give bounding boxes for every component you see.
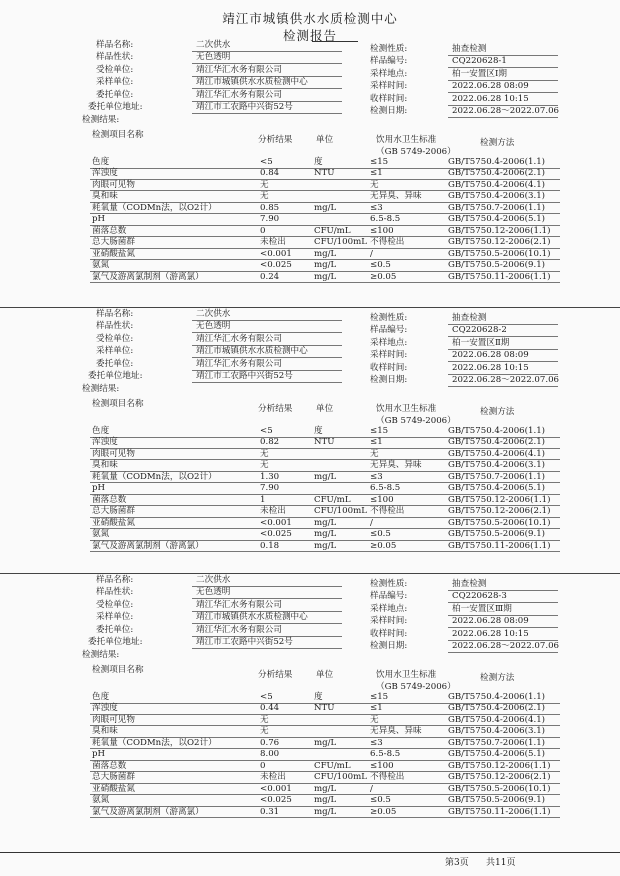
label-test-date: 检测日期: [370, 641, 408, 651]
value-client-unit: 靖江华汇水务有限公司 [196, 64, 282, 75]
row-unit: 度 [314, 692, 323, 702]
value-sample-no: CQ220628-1 [452, 56, 507, 67]
row-item-name: 亚硝酸盐氮 [92, 248, 135, 259]
label-sample-name: 样品名称: [96, 575, 134, 585]
label-sample-property: 样品性状: [96, 52, 134, 63]
report-section [0, 307, 620, 595]
label-receive-time: 收样时间: [370, 628, 408, 639]
col-header-standard-code: （GB 5749-2006） [376, 147, 456, 157]
col-header-standard: 饮用水卫生标准 [376, 135, 437, 145]
row-method: GB/T5750.11-2006(1.1) [448, 540, 551, 551]
footer-rule [0, 852, 620, 853]
underline-entrust-address [192, 113, 342, 114]
row-method: GB/T5750.5-2006(9.1) [448, 795, 546, 806]
row-result: 0.82 [260, 437, 280, 448]
row-result: 7.90 [260, 214, 280, 225]
label-test-result: 检测结果: [82, 384, 120, 395]
value-sampling-unit: 靖江市城镇供水水质检测中心 [196, 612, 308, 623]
row-standard: 无 [370, 448, 379, 459]
row-item-name: 浑浊度 [92, 437, 118, 448]
row-result: 0.44 [260, 703, 280, 714]
label-test-nature: 检测性质: [370, 313, 408, 323]
row-method: GB/T5750.12-2006(1.1) [448, 760, 551, 771]
label-entrust-address: 委托单位地址: [88, 102, 143, 112]
row-item-name: 浑浊度 [92, 168, 118, 179]
row-standard: / [370, 248, 373, 259]
row-method: GB/T5750.12-2006(1.1) [448, 225, 551, 236]
row-item-name: 氨氮 [92, 529, 110, 540]
row-unit: mg/L [314, 737, 337, 748]
value-sample-property: 无色透明 [196, 587, 231, 598]
row-unit: 度 [314, 157, 323, 167]
row-result: 未检出 [260, 772, 286, 783]
row-item-name: 亚硝酸盐氮 [92, 783, 135, 794]
row-result: 无 [260, 191, 269, 202]
row-unit: mg/L [314, 795, 337, 806]
row-result: <0.025 [260, 260, 292, 271]
row-standard: ≤15 [370, 426, 389, 436]
row-method: GB/T5750.7-2006(1.1) [448, 471, 546, 482]
label-sampling-site: 采样地点: [370, 337, 408, 348]
value-sample-name: 二次供水 [196, 309, 231, 319]
value-test-date: 2022.06.28～2022.07.06 [452, 106, 560, 116]
row-item-name: 氯气及游离氯制剂（游离氯） [92, 806, 204, 817]
value-sampling-time: 2022.06.28 08:09 [452, 616, 529, 627]
row-unit: mg/L [314, 248, 337, 259]
row-item-name: 臭和味 [92, 460, 118, 471]
row-standard: ≤3 [370, 471, 383, 482]
row-result: 无 [260, 448, 269, 459]
label-entrust-unit: 委托单位: [96, 624, 134, 635]
label-entrust-unit: 委托单位: [96, 89, 134, 100]
label-sample-name: 样品名称: [96, 309, 134, 319]
label-sampling-site: 采样地点: [370, 68, 408, 79]
row-result: <5 [260, 157, 273, 167]
row-item-name: 耗氧量（CODMn法，以O2计） [92, 471, 217, 482]
row-method: GB/T5750.4-2006(1.1) [448, 426, 546, 436]
row-result: 0.76 [260, 737, 280, 748]
row-method: GB/T5750.12-2006(2.1) [448, 506, 551, 517]
label-client-unit: 受检单位: [96, 64, 134, 75]
col-header-result: 分析结果 [258, 135, 293, 145]
row-standard: ≤1 [370, 168, 383, 179]
row-method: GB/T5750.4-2006(5.1) [448, 214, 546, 225]
row-method: GB/T5750.4-2006(4.1) [448, 448, 546, 459]
row-standard: ≥0.05 [370, 271, 397, 282]
value-sample-property: 无色透明 [196, 52, 231, 63]
row-unit: mg/L [314, 271, 337, 282]
value-sampling-time: 2022.06.28 08:09 [452, 350, 529, 361]
row-result: 无 [260, 179, 269, 190]
value-sample-no: CQ220628-2 [452, 325, 507, 336]
label-test-result: 检测结果: [82, 115, 120, 126]
row-result: <5 [260, 426, 273, 436]
row-method: GB/T5750.12-2006(2.1) [448, 237, 551, 248]
label-entrust-address: 委托单位地址: [88, 371, 143, 381]
row-underline [90, 551, 560, 552]
row-result: 1 [260, 494, 266, 505]
row-method: GB/T5750.11-2006(1.1) [448, 806, 551, 817]
value-test-date: 2022.06.28～2022.07.06 [452, 641, 560, 651]
row-method: GB/T5750.4-2006(2.1) [448, 703, 546, 714]
col-header-method: 检测方法 [480, 138, 515, 148]
row-item-name: 氨氮 [92, 260, 110, 271]
row-unit: mg/L [314, 783, 337, 794]
col-header-item: 检测项目名称 [92, 130, 144, 140]
row-result: 0.85 [260, 202, 280, 213]
row-unit: NTU [314, 703, 335, 714]
row-underline [90, 282, 560, 283]
value-sampling-time: 2022.06.28 08:09 [452, 81, 529, 92]
label-client-unit: 受检单位: [96, 333, 134, 344]
row-item-name: pH [92, 749, 105, 760]
row-standard: ≤15 [370, 157, 389, 167]
row-unit: mg/L [314, 529, 337, 540]
row-unit: mg/L [314, 260, 337, 271]
row-result: 无 [260, 460, 269, 471]
row-result: 未检出 [260, 237, 286, 248]
row-result: 0 [260, 225, 266, 236]
row-result: 0 [260, 760, 266, 771]
label-sampling-site: 采样地点: [370, 603, 408, 614]
row-standard: ≤0.5 [370, 529, 391, 540]
value-sample-name: 二次供水 [196, 575, 231, 585]
row-method: GB/T5750.7-2006(1.1) [448, 737, 546, 748]
row-standard: 无 [370, 179, 379, 190]
row-method: GB/T5750.4-2006(2.1) [448, 168, 546, 179]
row-result: 0.31 [260, 806, 280, 817]
report-title: 检测报告 [282, 28, 337, 43]
row-method: GB/T5750.12-2006(2.1) [448, 772, 551, 783]
underline-entrust-address [192, 648, 342, 649]
row-item-name: 浑浊度 [92, 703, 118, 714]
col-header-standard: 饮用水卫生标准 [376, 670, 437, 680]
value-entrust-address: 靖江市工农路中兴街52号 [196, 371, 293, 381]
row-result: <5 [260, 692, 273, 702]
value-sampling-site: 柏一安置区Ⅰ期 [452, 68, 507, 79]
row-method: GB/T5750.5-2006(9.1) [448, 529, 546, 540]
row-unit: CFU/mL [314, 225, 351, 236]
row-result: 0.24 [260, 271, 280, 282]
value-entrust-address: 靖江市工农路中兴街52号 [196, 637, 293, 647]
row-standard: / [370, 517, 373, 528]
row-item-name: 色度 [92, 157, 110, 167]
value-entrust-address: 靖江市工农路中兴街52号 [196, 102, 293, 112]
label-entrust-address: 委托单位地址: [88, 637, 143, 647]
row-standard: 6.5-8.5 [370, 749, 401, 760]
value-test-date: 2022.06.28～2022.07.06 [452, 375, 560, 385]
row-standard: ≤3 [370, 737, 383, 748]
row-item-name: 氯气及游离氯制剂（游离氯） [92, 540, 204, 551]
row-standard: ≤0.5 [370, 795, 391, 806]
value-entrust-unit: 靖江华汇水务有限公司 [196, 358, 282, 369]
row-item-name: 菌落总数 [92, 760, 127, 771]
col-header-item: 检测项目名称 [92, 399, 144, 409]
row-unit: CFU/100mL [314, 772, 367, 783]
label-test-result: 检测结果: [82, 650, 120, 661]
row-item-name: 耗氧量（CODMn法，以O2计） [92, 202, 217, 213]
row-item-name: 氯气及游离氯制剂（游离氯） [92, 271, 204, 282]
label-sample-no: 样品编号: [370, 591, 408, 602]
page-total: 共11页 [486, 858, 516, 868]
label-sample-property: 样品性状: [96, 321, 134, 332]
row-standard: ≤0.5 [370, 260, 391, 271]
row-result: <0.001 [260, 517, 292, 528]
label-test-nature: 检测性质: [370, 44, 408, 54]
row-unit: CFU/100mL [314, 237, 367, 248]
underline-test-date [448, 117, 558, 118]
row-underline [90, 817, 560, 818]
value-entrust-unit: 靖江华汇水务有限公司 [196, 89, 282, 100]
row-item-name: 总大肠菌群 [92, 237, 135, 248]
row-standard: ≤1 [370, 437, 383, 448]
value-sample-property: 无色透明 [196, 321, 231, 332]
row-standard: ≤100 [370, 760, 394, 771]
page-number: 第3页 [445, 858, 469, 868]
underline-test-date [448, 386, 558, 387]
col-header-unit: 单位 [316, 670, 334, 680]
label-receive-time: 收样时间: [370, 362, 408, 373]
row-item-name: 总大肠菌群 [92, 772, 135, 783]
row-method: GB/T5750.5-2006(10.1) [448, 517, 551, 528]
row-item-name: 氨氮 [92, 795, 110, 806]
row-unit: 度 [314, 426, 323, 436]
row-item-name: 总大肠菌群 [92, 506, 135, 517]
org-title: 靖江市城镇供水水质检测中心 [222, 11, 398, 26]
value-sampling-site: 柏一安置区Ⅲ期 [452, 603, 512, 614]
row-standard: ≥0.05 [370, 806, 397, 817]
row-item-name: 色度 [92, 426, 110, 436]
row-unit: NTU [314, 437, 335, 448]
col-header-standard: 饮用水卫生标准 [376, 404, 437, 414]
value-test-nature: 抽查检测 [452, 44, 487, 54]
row-method: GB/T5750.4-2006(5.1) [448, 749, 546, 760]
row-item-name: 肉眼可见物 [92, 179, 135, 190]
report-section [0, 38, 620, 326]
row-method: GB/T5750.4-2006(4.1) [448, 714, 546, 725]
row-result: 0.18 [260, 540, 280, 551]
label-sample-no: 样品编号: [370, 325, 408, 336]
value-sample-name: 二次供水 [196, 40, 231, 50]
row-result: <0.001 [260, 248, 292, 259]
label-sampling-unit: 采样单位: [96, 346, 134, 357]
row-item-name: 肉眼可见物 [92, 714, 135, 725]
row-item-name: 菌落总数 [92, 494, 127, 505]
value-sampling-site: 柏一安置区Ⅱ期 [452, 337, 510, 348]
value-client-unit: 靖江华汇水务有限公司 [196, 599, 282, 610]
col-header-method: 检测方法 [480, 673, 515, 683]
label-sampling-unit: 采样单位: [96, 77, 134, 88]
row-standard: 无 [370, 714, 379, 725]
value-sampling-unit: 靖江市城镇供水水质检测中心 [196, 77, 308, 88]
row-method: GB/T5750.5-2006(10.1) [448, 248, 551, 259]
row-standard: 不得检出 [370, 237, 405, 248]
row-method: GB/T5750.12-2006(1.1) [448, 494, 551, 505]
col-header-result: 分析结果 [258, 670, 293, 680]
row-standard: ≤100 [370, 225, 394, 236]
section-divider [0, 573, 620, 574]
row-result: 0.84 [260, 168, 280, 179]
row-standard: ≤100 [370, 494, 394, 505]
row-item-name: 亚硝酸盐氮 [92, 517, 135, 528]
row-method: GB/T5750.11-2006(1.1) [448, 271, 551, 282]
row-unit: CFU/100mL [314, 506, 367, 517]
label-sampling-time: 采样时间: [370, 81, 408, 92]
value-test-nature: 抽查检测 [452, 579, 487, 589]
row-item-name: pH [92, 483, 105, 494]
label-test-date: 检测日期: [370, 106, 408, 116]
row-method: GB/T5750.4-2006(4.1) [448, 179, 546, 190]
row-unit: mg/L [314, 517, 337, 528]
row-standard: ≥0.05 [370, 540, 397, 551]
row-standard: 无异臭、异味 [370, 191, 422, 202]
row-unit: mg/L [314, 202, 337, 213]
col-header-unit: 单位 [316, 135, 334, 145]
value-test-nature: 抽查检测 [452, 313, 487, 323]
row-item-name: 菌落总数 [92, 225, 127, 236]
row-standard: 6.5-8.5 [370, 483, 401, 494]
value-receive-time: 2022.06.28 10:15 [452, 362, 529, 373]
value-receive-time: 2022.06.28 10:15 [452, 93, 529, 104]
label-entrust-unit: 委托单位: [96, 358, 134, 369]
row-item-name: 色度 [92, 692, 110, 702]
row-method: GB/T5750.4-2006(1.1) [448, 692, 546, 702]
row-method: GB/T5750.5-2006(10.1) [448, 783, 551, 794]
row-method: GB/T5750.4-2006(2.1) [448, 437, 546, 448]
row-item-name: 肉眼可见物 [92, 448, 135, 459]
label-sample-property: 样品性状: [96, 587, 134, 598]
row-standard: ≤1 [370, 703, 383, 714]
label-client-unit: 受检单位: [96, 599, 134, 610]
col-header-result: 分析结果 [258, 404, 293, 414]
row-unit: mg/L [314, 806, 337, 817]
report-section [0, 573, 620, 861]
value-sampling-unit: 靖江市城镇供水水质检测中心 [196, 346, 308, 357]
col-header-standard-code: （GB 5749-2006） [376, 682, 456, 692]
row-standard: ≤15 [370, 692, 389, 702]
underline-test-date [448, 652, 558, 653]
row-method: GB/T5750.4-2006(1.1) [448, 157, 546, 167]
row-method: GB/T5750.7-2006(1.1) [448, 202, 546, 213]
row-method: GB/T5750.4-2006(5.1) [448, 483, 546, 494]
row-result: 无 [260, 714, 269, 725]
row-result: <0.001 [260, 783, 292, 794]
section-divider [0, 307, 620, 308]
row-method: GB/T5750.4-2006(3.1) [448, 460, 546, 471]
col-header-item: 检测项目名称 [92, 665, 144, 675]
row-result: 8.00 [260, 749, 280, 760]
row-unit: mg/L [314, 540, 337, 551]
row-unit: CFU/mL [314, 760, 351, 771]
label-sampling-time: 采样时间: [370, 616, 408, 627]
row-unit: mg/L [314, 471, 337, 482]
label-sample-name: 样品名称: [96, 40, 134, 50]
row-standard: / [370, 783, 373, 794]
row-method: GB/T5750.5-2006(9.1) [448, 260, 546, 271]
row-standard: 6.5-8.5 [370, 214, 401, 225]
underline-entrust-address [192, 382, 342, 383]
row-result: 未检出 [260, 506, 286, 517]
row-method: GB/T5750.4-2006(3.1) [448, 191, 546, 202]
row-unit: NTU [314, 168, 335, 179]
label-receive-time: 收样时间: [370, 93, 408, 104]
label-test-date: 检测日期: [370, 375, 408, 385]
row-result: <0.025 [260, 795, 292, 806]
row-result: 7.90 [260, 483, 280, 494]
row-method: GB/T5750.4-2006(3.1) [448, 726, 546, 737]
value-receive-time: 2022.06.28 10:15 [452, 628, 529, 639]
row-result: 无 [260, 726, 269, 737]
row-standard: 无异臭、异味 [370, 460, 422, 471]
row-standard: ≤3 [370, 202, 383, 213]
label-sampling-time: 采样时间: [370, 350, 408, 361]
row-item-name: pH [92, 214, 105, 225]
row-item-name: 臭和味 [92, 726, 118, 737]
row-standard: 不得检出 [370, 506, 405, 517]
row-item-name: 臭和味 [92, 191, 118, 202]
value-sample-no: CQ220628-3 [452, 591, 507, 602]
value-entrust-unit: 靖江华汇水务有限公司 [196, 624, 282, 635]
label-sample-no: 样品编号: [370, 56, 408, 67]
row-result: 1.30 [260, 471, 280, 482]
col-header-standard-code: （GB 5749-2006） [376, 416, 456, 426]
row-result: <0.025 [260, 529, 292, 540]
label-sampling-unit: 采样单位: [96, 612, 134, 623]
row-unit: CFU/mL [314, 494, 351, 505]
row-standard: 不得检出 [370, 772, 405, 783]
label-test-nature: 检测性质: [370, 579, 408, 589]
col-header-method: 检测方法 [480, 407, 515, 417]
row-item-name: 耗氧量（CODMn法，以O2计） [92, 737, 217, 748]
value-client-unit: 靖江华汇水务有限公司 [196, 333, 282, 344]
row-standard: 无异臭、异味 [370, 726, 422, 737]
col-header-unit: 单位 [316, 404, 334, 414]
